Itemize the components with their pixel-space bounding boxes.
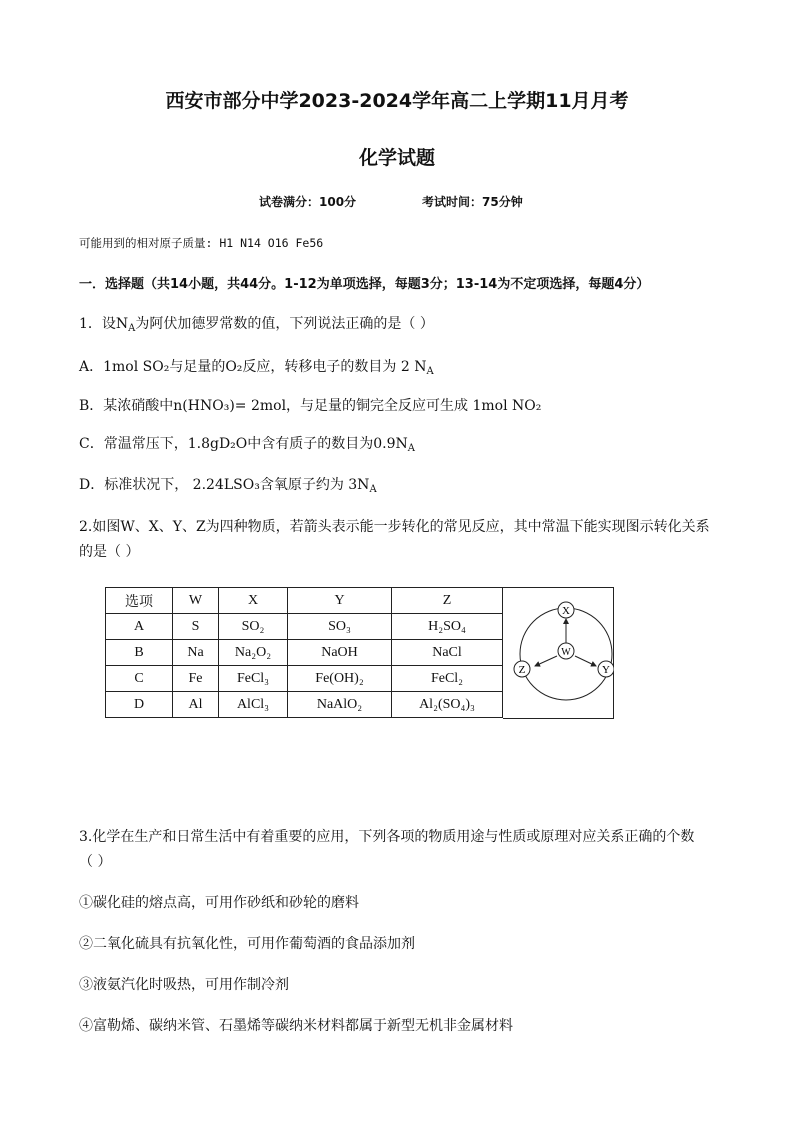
table-cell: D [106,692,173,718]
q3-item: ②二氧化硫具有抗氧化性，可用作葡萄酒的食品添加剂 [79,936,415,952]
table-row [106,692,503,718]
atomic-masses: 可能用到的相对原子质量: H1 N14 O16 Fe56 [79,236,324,250]
table-header-cell: X [219,588,288,614]
table-cell: S [173,614,219,640]
q1-option-b: B．某浓硝酸中n(HNO₃)= 2mol，与足量的铜完全反应可生成 1mol NO₂ [79,398,542,414]
table-cell: H₂SO₄ [392,614,503,640]
svg-text:Z: Z [518,664,526,676]
conversion-diagram-cell [503,587,614,719]
q3-item: ①碳化硅的熔点高，可用作砂纸和砂轮的磨料 [79,895,359,911]
node-y [598,661,614,677]
question-2-stem-line1: 2.如图W、X、Y、Z为四种物质，若箭头表示能一步转化的常见反应，其中常温下能实现图示转化关系 [79,519,710,535]
q3-item: ③液氨汽化时吸热，可用作制冷剂 [79,977,289,993]
question-1-stem [79,313,434,333]
exam-time: 考试时间：75分钟 [422,195,523,209]
table-header-row [106,588,503,614]
q1-option-a-text: A．1mol SO₂与足量的O₂反应，转移电子的数目为 2 N [79,359,427,375]
table-cell: NaAlO₂ [288,692,392,718]
table-cell: FeCl₃ [219,666,288,692]
table-row [106,640,503,666]
table-cell: B [106,640,173,666]
q1-option-c [79,433,415,453]
svg-text:Y: Y [602,664,610,676]
table-cell: Al [173,692,219,718]
node-x [558,602,574,618]
table-cell: Fe [173,666,219,692]
question-3-stem-line1: 3.化学在生产和日常生活中有着重要的应用，下列各项的物质用途与性质或原理对应关系正确的个数 [79,829,695,845]
table-header-cell: W [173,588,219,614]
exam-title: 西安市部分中学2023-2024学年高二上学期11月月考 [165,90,629,112]
table-cell: AlCl₃ [219,692,288,718]
q1-option-d-text: D．标准状况下， 2.24LSO₃含氧原子约为 3N [79,477,370,493]
q1-option-a [79,356,434,376]
q3-item: ④富勒烯、碳纳米管、石墨烯等碳纳米材料都属于新型无机非金属材料 [79,1018,513,1034]
table-row [106,666,503,692]
conversion-diagram [503,588,614,720]
q1-option-d-sub: A [369,484,377,495]
table-cell: SO₂ [219,614,288,640]
q1-stem-rest: 为阿伏加德罗常数的值，下列说法正确的是（ ） [135,316,434,332]
q1-stem-text: 1．设N [79,316,129,332]
table-row [106,614,503,640]
section-heading: 一．选择题（共14小题，共44分。1-12为单项选择，每题3分；13-14为不定项选择，每题4分） [79,277,650,292]
node-w [558,643,574,659]
table-cell: Na [173,640,219,666]
arrow-w-to-y [575,656,596,666]
full-score: 试卷满分：100分 [259,195,357,209]
table-header-cell: Z [392,588,503,614]
question-3-stem-line2: （ ） [79,854,112,870]
table-cell: Fe(OH)₂ [288,666,392,692]
q1-option-d [79,474,377,494]
node-z [514,661,530,677]
table-cell: C [106,666,173,692]
table-cell: FeCl₂ [392,666,503,692]
question-2-stem-line2: 的是（ ） [79,544,140,560]
table-header-cell: 选项 [106,588,173,614]
arrow-w-to-z [535,656,557,666]
exam-subtitle: 化学试题 [358,147,435,169]
q1-option-a-sub: A [426,366,434,377]
table-cell: NaOH [288,640,392,666]
q1-option-c-text: C．常温常压下，1.8gD₂O中含有质子的数目为0.9N [79,436,408,452]
table-cell: A [106,614,173,640]
svg-text:X: X [562,605,570,617]
table-cell: Na₂O₂ [219,640,288,666]
svg-text:W: W [561,647,571,658]
table-cell: NaCl [392,640,503,666]
q1-stem-subscript: A [128,323,136,334]
table-header-cell: Y [288,588,392,614]
q2-options-table [105,587,503,718]
table-cell: Al₂(SO₄)₃ [392,692,503,718]
q1-option-c-sub: A [407,443,416,454]
table-cell: SO₃ [288,614,392,640]
